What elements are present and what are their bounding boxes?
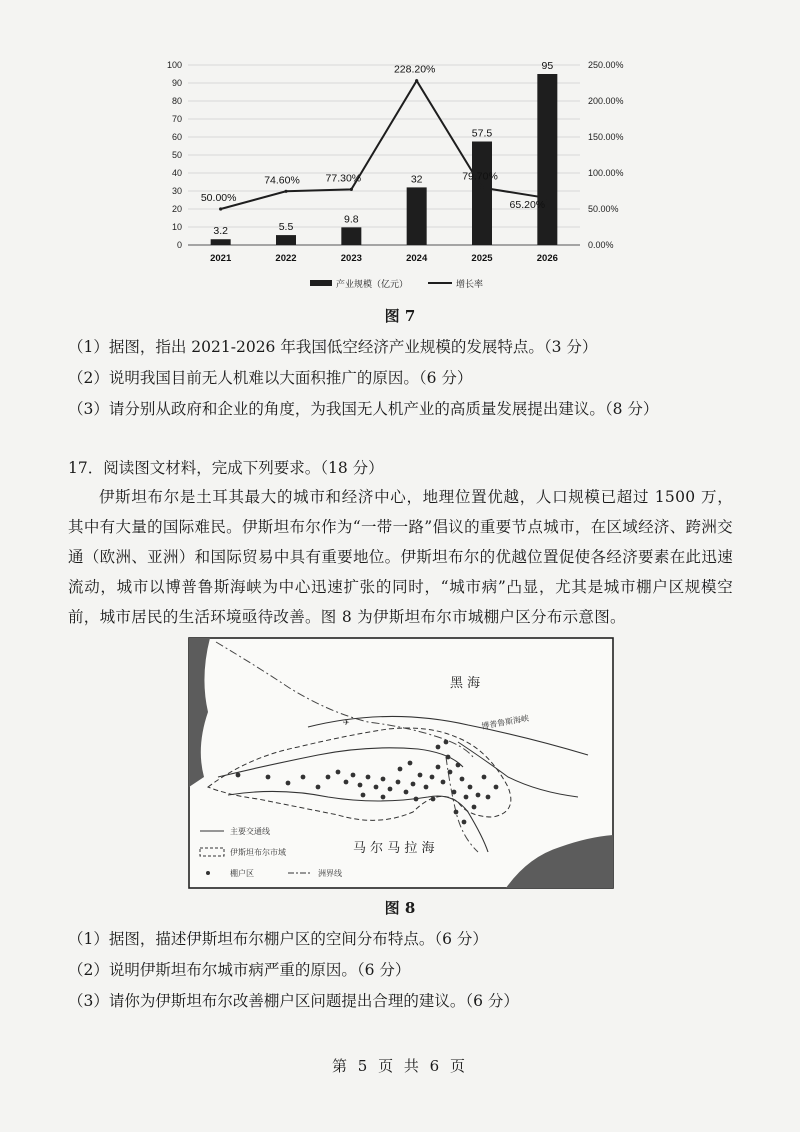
line-point [350,188,353,191]
q17-part1: （1）据图，描述伊斯坦布尔棚户区的空间分布特点。（6 分） [68,930,488,948]
figure8-caption: 图 8 [384,899,416,917]
line-point [219,207,222,210]
bar-value-label: 57.5 [471,127,493,140]
chart-legend [310,278,483,290]
line-point [415,79,418,82]
map-legend-road-label: 主要交通线 [230,827,270,836]
bar [276,235,296,245]
right-tick-label: 0.00% [588,240,614,250]
bar-value-label: 95 [541,60,554,72]
bar-value-label: 5.5 [278,221,294,234]
line-value-label: 228.20% [393,63,436,76]
line-value-label: 65.20% [509,199,546,212]
x-tick-label: 2025 [471,253,493,264]
left-tick-label: 90 [171,78,182,88]
page-number: 第 5 页 共 6 页 [332,1057,468,1075]
legend-bar-label: 产业规模（亿元） [336,280,409,290]
chart-background [160,55,640,300]
bar [211,239,231,245]
line-value-label: 79.70% [462,170,498,183]
left-tick-label: 70 [171,114,182,124]
airport-icon: ✈ [343,718,350,727]
x-tick-label: 2022 [275,253,297,264]
bar-value-label: 32 [410,173,423,186]
q16-part3: （3）请分别从政府和企业的角度，为我国无人机产业的高质量发展提出建议。（8 分） [68,400,659,418]
right-tick-label: 200.00% [588,96,624,106]
industry-scale-chart [160,55,640,300]
x-tick-label: 2023 [340,253,362,264]
line-value-label: 74.60% [264,174,300,187]
right-tick-label: 100.00% [588,168,624,178]
line-point [546,196,549,199]
left-tick-label: 60 [171,132,182,142]
q17-part3: （3）请你为伊斯坦布尔改善棚户区问题提出合理的建议。（6 分） [68,992,519,1010]
map-legend-city-label: 伊斯坦布尔市域 [230,848,286,857]
map-label-marmara: 马 尔 马 拉 海 [353,841,435,856]
chart-svg [160,55,640,300]
bar [341,227,361,245]
line-point [480,186,483,189]
line-point [284,190,287,193]
x-tick-label: 2021 [210,253,232,264]
right-tick-label: 150.00% [588,132,624,142]
left-tick-label: 80 [171,96,182,106]
q17-passage: 伊斯坦布尔是土耳其最大的城市和经济中心，地理位置优越，人口规模已超过 1500 万，其中有大量的国际难民。伊斯坦布尔作为“一带一路”倡议的重要节点城市，在区域经济、跨洲交通（欧洲、亚洲）和国际贸易中具有重要地位。伊斯坦布尔的优越位置促使各经济要素在此迅速流动，城市以博普鲁斯海峡为中心迅速扩张的同时，“城市病”凸显，尤其是城市棚户区规模空前，城市居民的生活环境亟待改善。图 8 为伊斯坦布尔市城棚户区分布示意图。 [68,488,733,626]
map-label-black-sea: 黑 海 [450,676,481,691]
x-tick-label: 2026 [536,253,558,264]
istanbul-slum-map [188,637,614,889]
right-tick-label: 250.00% [588,60,624,70]
bar [407,187,427,245]
legend-line-label: 增长率 [456,280,484,290]
left-tick-label: 0 [176,240,182,250]
figure7-caption: 图 7 [384,307,416,325]
left-tick-label: 100 [166,60,182,70]
q17-part2: （2）说明伊斯坦布尔城市病严重的原因。（6 分） [68,961,411,979]
bar [537,74,557,245]
x-tick-label: 2024 [406,253,428,264]
line-value-label: 50.00% [200,192,237,204]
left-tick-label: 40 [171,168,182,178]
line-value-label: 77.30% [325,172,362,185]
left-tick-label: 30 [171,186,182,196]
map-svg [188,637,614,889]
map-legend-slum-swatch [206,871,210,875]
map-legend-boundary-label: 洲界线 [318,869,342,878]
q16-part2: （2）说明我国目前无人机难以大面积推广的原因。（6 分） [68,369,473,387]
q17-heading: 17．阅读图文材料，完成下列要求。（18 分） [68,459,384,477]
bar [472,142,492,246]
left-tick-label: 50 [171,150,182,160]
right-tick-label: 50.00% [588,204,619,214]
left-tick-label: 20 [171,204,182,214]
bar-value-label: 9.8 [344,213,359,226]
map-label-strait: 博普鲁斯海峡 [480,713,530,731]
map-legend-slum-label: 棚户区 [230,869,254,878]
q16-part1: （1）据图，指出 2021-2026 年我国低空经济产业规模的发展特点。（3 分） [68,338,598,356]
left-tick-label: 10 [171,222,182,232]
legend-bar-swatch [310,280,332,286]
bar-value-label: 3.2 [213,225,228,238]
